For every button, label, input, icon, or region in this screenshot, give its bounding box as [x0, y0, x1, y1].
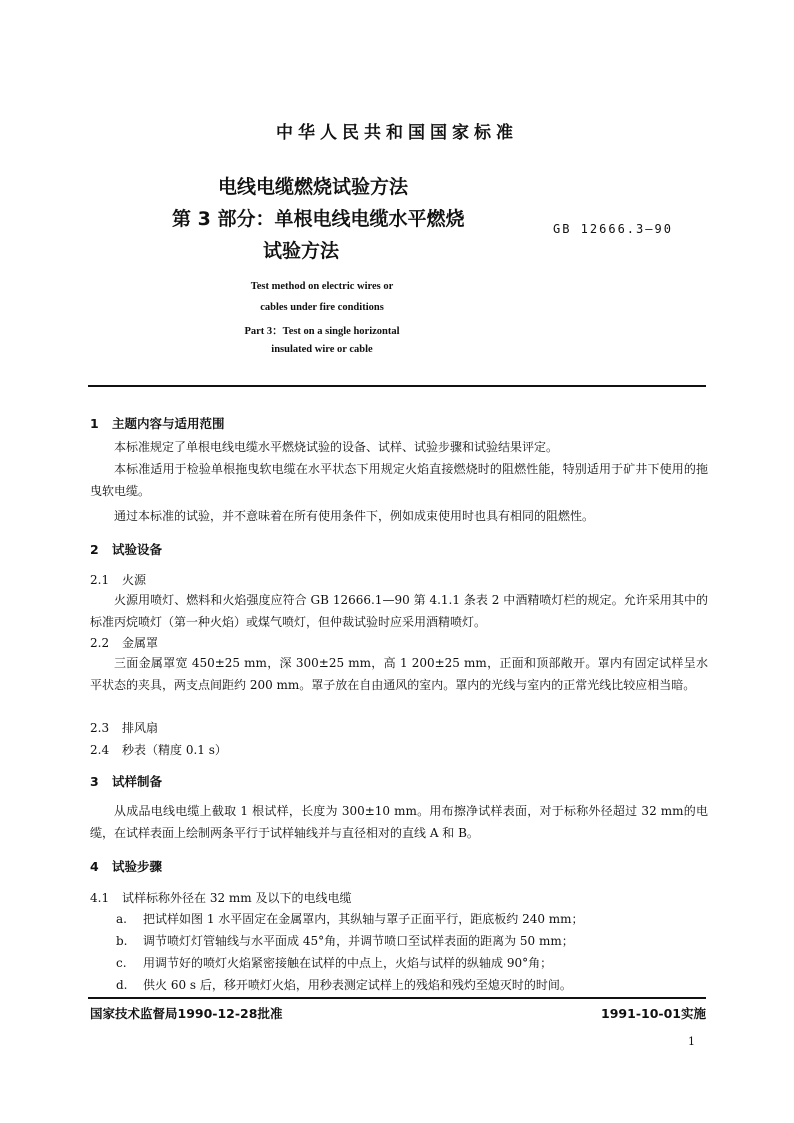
subsection-title: 试样标称外径在 32 mm 及以下的电线电缆	[122, 891, 352, 905]
subsection-title: 金属罩	[122, 636, 159, 650]
subsection-number: 4.1	[90, 891, 110, 905]
subsection-title: 秒表（精度 0.1 s）	[122, 743, 227, 757]
subsection-4-1-heading	[90, 889, 351, 906]
national-standard-label: 中华人民共和国国家标准	[276, 123, 518, 143]
subsection-number: 2.2	[90, 636, 110, 650]
list-item-c	[116, 954, 708, 971]
footer-divider	[88, 997, 706, 999]
list-letter: a.	[116, 912, 127, 926]
list-letter: d.	[116, 978, 128, 992]
section-title: 试验步骤	[112, 859, 163, 874]
section-number: 2	[90, 542, 99, 557]
subsection-number: 2.3	[90, 721, 110, 735]
section-3-heading	[90, 772, 162, 790]
section-4-heading	[90, 857, 162, 875]
subsection-number: 2.4	[90, 743, 110, 757]
section-3-text: 从成品电线电缆上截取 1 根试样，长度为 300±10 mm。用布擦净试样表面，对于标称外径超过 32 mm的电缆，在试样表面上绘制两条平行于试样轴线并与直径相对的直线 A 和 B。	[90, 804, 708, 840]
list-text: 把试样如图 1 水平固定在金属罩内，其纵轴与罩子正面平行，距底板约 240 mm；	[143, 912, 584, 926]
subsection-title: 火源	[122, 573, 147, 587]
title-en-line-1: Test method on electric wires or	[250, 281, 394, 292]
section-title: 试样制备	[112, 774, 163, 789]
title-en-line-3: Part 3：Test on a single horizontal	[244, 326, 400, 337]
approval-date: 国家技术监督局1990-12-28批准	[90, 1006, 283, 1021]
list-letter: c.	[116, 956, 127, 970]
title-cn-line-1: 电线电缆燃烧试验方法	[218, 176, 409, 198]
title-en-line-4: insulated wire or cable	[271, 344, 373, 355]
subsection-2-1-heading	[90, 571, 146, 588]
list-letter: b.	[116, 934, 128, 948]
section-number: 1	[90, 416, 99, 431]
implementation-date: 1991-10-01实施	[601, 1006, 706, 1021]
section-title: 主题内容与适用范围	[112, 416, 225, 431]
title-cn-line-3: 试验方法	[263, 240, 340, 262]
subsection-2-4-heading	[90, 741, 227, 758]
list-item-a	[116, 910, 708, 927]
list-text: 供火 60 s 后，移开喷灯火焰，用秒表测定试样上的残焰和残灼至熄灭时的时间。	[143, 978, 572, 992]
section-number: 4	[90, 859, 99, 874]
list-item-b	[116, 932, 708, 949]
list-text: 调节喷灯灯管轴线与水平面成 45°角，并调节喷口至试样表面的距离为 50 mm；	[143, 934, 574, 948]
section-1-paragraph-2: 本标准适用于检验单根拖曳软电缆在水平状态下用规定火焰直接燃烧时的阻燃性能，特别适用于矿井下使用的拖曳软电缆。	[90, 462, 708, 498]
section-1-paragraph-1: 本标准规定了单根电线电缆水平燃烧试验的设备、试样、试验步骤和试验结果评定。	[114, 440, 559, 454]
section-1-heading	[90, 414, 225, 432]
subsection-title: 排风扇	[122, 721, 159, 735]
section-title: 试验设备	[112, 542, 163, 557]
subsection-2-3-heading	[90, 719, 158, 736]
section-2-heading	[90, 540, 162, 558]
section-1-paragraph-3: 通过本标准的试验，并不意味着在所有使用条件下，例如成束使用时也具有相同的阻燃性。	[114, 509, 595, 523]
list-text: 用调节好的喷灯火焰紧密接触在试样的中点上，火焰与试样的纵轴成 90°角；	[143, 956, 553, 970]
list-item-d	[116, 976, 708, 993]
standard-number: GB 12666.3—90	[553, 222, 673, 236]
title-en-line-2: cables under fire conditions	[260, 302, 384, 313]
subsection-number: 2.1	[90, 573, 110, 587]
subsection-2-2-heading	[90, 634, 158, 651]
section-number: 3	[90, 774, 99, 789]
page-number: 1	[688, 1035, 695, 1048]
subsection-2-2-text: 三面金属罩宽 450±25 mm，深 300±25 mm，高 1 200±25 mm，正面和顶部敞开。罩内有固定试样呈水平状态的夹具，两支点间距约 200 mm。罩子放在自由通风的室内。罩内的光线与室内的正常光线比较应相当暗。	[90, 656, 708, 692]
header-divider	[88, 385, 706, 387]
title-cn-line-2: 第 3 部分：单根电线电缆水平燃烧	[172, 208, 465, 230]
subsection-2-1-text: 火源用喷灯、燃料和火焰强度应符合 GB 12666.1—90 第 4.1.1 条表 2 中酒精喷灯栏的规定。允许采用其中的标准丙烷喷灯（第一种火焰）或煤气喷灯，但仲裁试验时应采用酒精喷灯。	[90, 593, 708, 629]
